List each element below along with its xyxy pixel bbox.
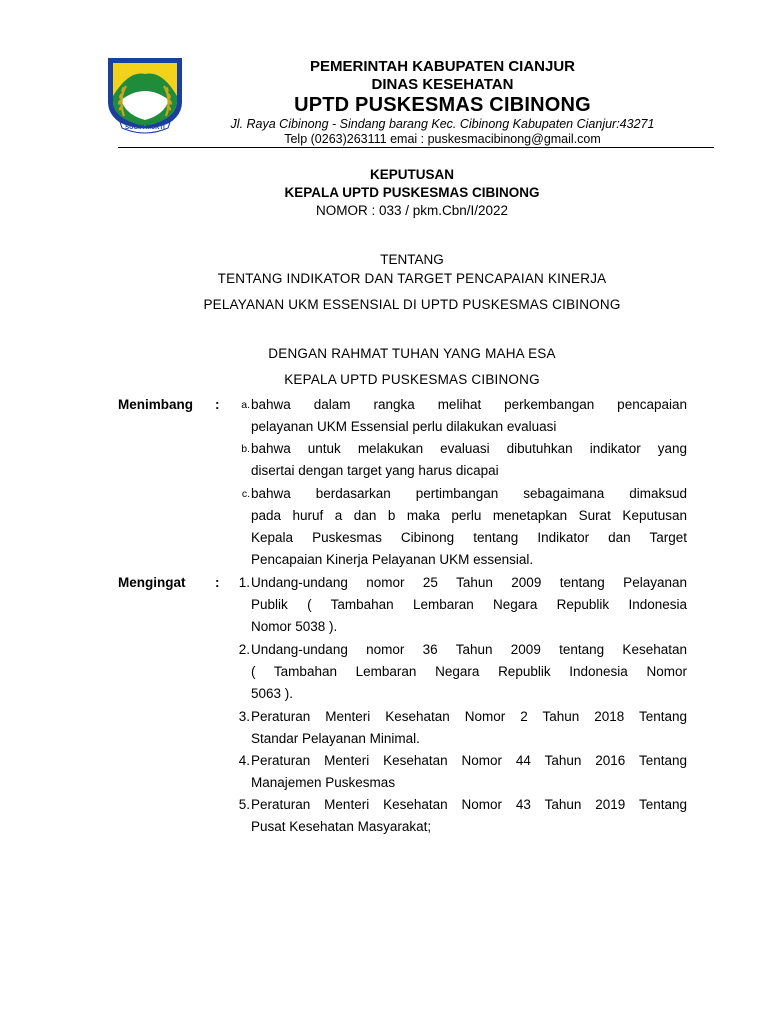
list-item-line: pelayanan UKM Essensial perlu dilakukan evaluasi: [251, 419, 557, 434]
tentang-heading: TENTANG: [380, 252, 444, 267]
menimbang-colon: :: [215, 397, 220, 412]
contact-line: Telp (0263)263111 emai : puskesmacibinong@gmail.com: [284, 132, 601, 146]
decree-number: NOMOR : 033 / pkm.Cbn/I/2022: [315, 203, 509, 218]
institution-name: UPTD PUSKESMAS CIBINONG: [294, 94, 591, 116]
list-item-line: bahwa berdasarkan pertimbangan sebagaimana dimaksud: [251, 486, 687, 501]
list-marker: 3.: [238, 709, 250, 724]
mengingat-label: Mengingat: [118, 575, 186, 590]
list-item-line: Peraturan Menteri Kesehatan Nomor 2 Tahun 2018 Tentang: [251, 709, 687, 724]
list-item-line: Undang-undang nomor 36 Tahun 2009 tentang Kesehatan: [251, 642, 687, 657]
list-marker: b.: [241, 443, 250, 455]
agency-name: DINAS KESEHATAN: [371, 76, 514, 93]
subject-line-2: PELAYANAN UKM ESSENSIAL DI UPTD PUSKESMAS CIBINONG: [203, 297, 621, 312]
letterhead-divider: [118, 147, 714, 148]
list-item-line: Nomor 5038 ).: [251, 619, 338, 634]
list-item-line: Peraturan Menteri Kesehatan Nomor 44 Tahun 2016 Tentang: [251, 753, 687, 768]
invocation: DENGAN RAHMAT TUHAN YANG MAHA ESA: [268, 346, 556, 361]
mengingat-colon: :: [215, 575, 220, 590]
issuer-repeat: KEPALA UPTD PUSKESMAS CIBINONG: [284, 372, 540, 387]
letterhead: [190, 58, 695, 147]
list-marker: 2.: [238, 642, 250, 657]
list-item-line: Peraturan Menteri Kesehatan Nomor 43 Tahun 2019 Tentang: [251, 797, 687, 812]
list-item-line: bahwa untuk melakukan evaluasi dibutuhkan indikator yang: [251, 441, 687, 456]
decree-issuer: KEPALA UPTD PUSKESMAS CIBINONG: [284, 185, 540, 200]
list-item-line: disertai dengan target yang harus dicapai: [251, 463, 499, 478]
menimbang-label: Menimbang: [118, 397, 194, 412]
list-item-line: 5063 ).: [251, 686, 294, 701]
decree-heading: KEPUTUSAN: [369, 167, 454, 182]
list-marker: c.: [241, 488, 250, 500]
list-item-line: pada huruf a dan b maka perlu menetapkan Surat Keputusan: [251, 508, 687, 523]
list-item-line: bahwa dalam rangka melihat perkembangan pencapaian: [251, 397, 687, 412]
government-name: PEMERINTAH KABUPATEN CIANJUR: [309, 58, 575, 75]
list-marker: 4.: [238, 753, 250, 768]
list-item-line: Publik ( Tambahan Lembaran Negara Republik Indonesia: [251, 597, 687, 612]
svg-text:SUGIH MUKTI: SUGIH MUKTI: [125, 125, 165, 131]
list-item-line: Pusat Kesehatan Masyarakat;: [251, 819, 432, 834]
list-marker: 5.: [238, 797, 250, 812]
list-marker: 1.: [238, 575, 250, 590]
cianjur-regency-logo-icon: [104, 52, 186, 134]
subject-line-1: TENTANG INDIKATOR DAN TARGET PENCAPAIAN KINERJA: [217, 271, 607, 286]
list-item-line: Pencapaian Kinerja Pelayanan UKM essensial.: [251, 552, 534, 567]
address-line: Jl. Raya Cibinong - Sindang barang Kec. Cibinong Kabupaten Cianjur:43271: [230, 117, 655, 131]
list-item-line: Undang-undang nomor 25 Tahun 2009 tentang Pelayanan: [251, 575, 687, 590]
list-marker: a.: [241, 399, 250, 411]
list-item-line: Standar Pelayanan Minimal.: [251, 731, 420, 746]
list-item-line: ( Tambahan Lembaran Negara Republik Indonesia Nomor: [251, 664, 687, 679]
list-item-line: Manajemen Puskesmas: [251, 775, 396, 790]
list-item-line: Kepala Puskesmas Cibinong tentang Indikator dan Target: [251, 530, 687, 545]
